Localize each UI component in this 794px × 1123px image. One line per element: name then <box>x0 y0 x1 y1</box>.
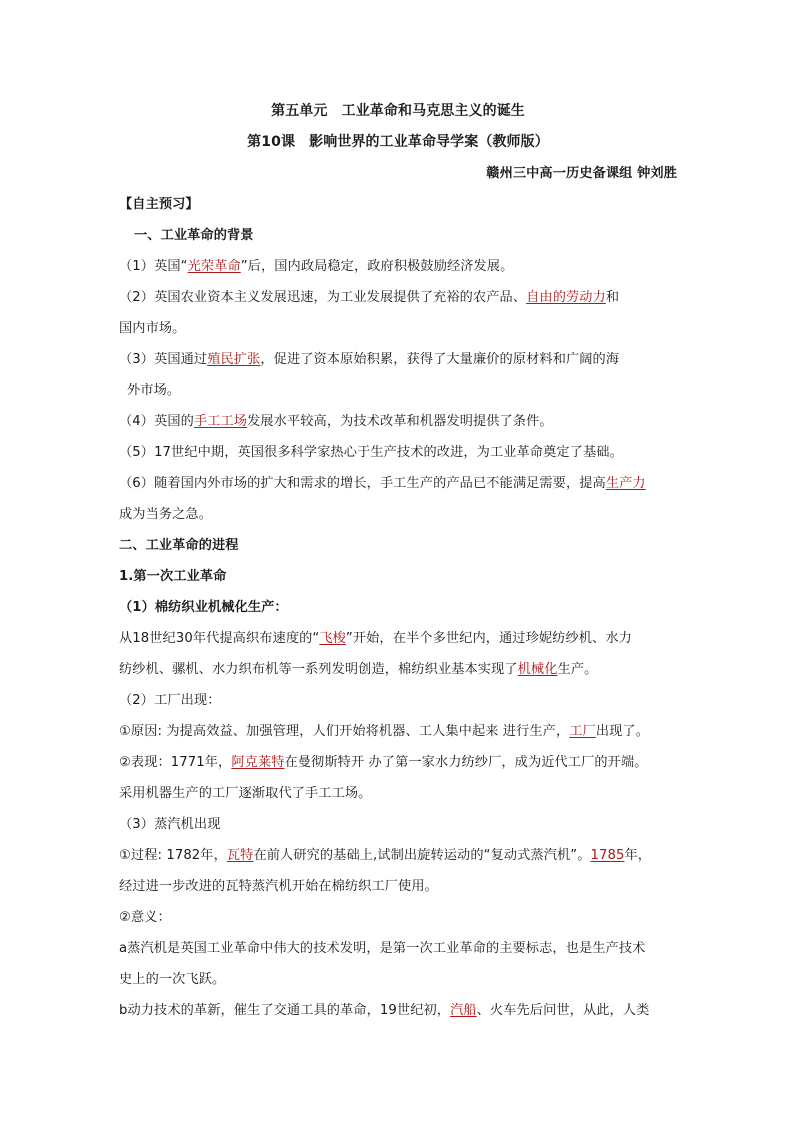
answer-fill: 生产力 <box>605 476 646 491</box>
part1-heading: 一、工业革命的背景 <box>134 228 254 243</box>
item3-sig-b: b动力技术的革新，催生了交通工具的革命，19世纪初，汽船、火车先后问世，从此，人类 <box>119 1003 650 1018</box>
part1-p6-cont: 成为当务之急。 <box>119 507 213 522</box>
answer-fill: 汽船 <box>450 1003 477 1018</box>
author-line: 赣州三中高一历史备课组 钟刘胜 <box>486 166 677 181</box>
answer-fill: 工厂 <box>569 724 596 739</box>
item2-manifest-cont: 采用机器生产的工厂逐渐取代了手工工场。 <box>119 786 372 801</box>
answer-fill: 飞梭 <box>319 631 346 646</box>
item3-process-cont: 经过进一步改进的瓦特蒸汽机开始在棉纺织工厂使用。 <box>119 879 438 894</box>
section-preview: 【自主预习】 <box>119 197 199 212</box>
item3-title: （3）蒸汽机出现 <box>119 817 221 832</box>
answer-fill: 殖民扩张 <box>207 352 261 367</box>
item3-process: ①过程: 1782年，瓦特在前人研究的基础上,试制出旋转运动的“复动式蒸汽机”。1785年， <box>119 848 652 863</box>
item3-significance: ②意义： <box>119 910 171 925</box>
part1-p5: （5）17世纪中期，英国很多科学家热心于生产技术的改进，为工业革命奠定了基础。 <box>119 445 623 460</box>
item1-title: （1）棉纺织业机械化生产： <box>119 600 288 615</box>
document-page <box>119 96 677 1026</box>
item3-sig-a: a蒸汽机是英国工业革命中伟大的技术发明，是第一次工业革命的主要标志，也是生产技术 <box>119 941 646 956</box>
item2-manifest: ②表现：1771年，阿克莱特在曼彻斯特开 办了第一家水力纺纱厂，成为近代工厂的开端。 <box>119 755 648 770</box>
item1-line2: 纺纱机、骡机、水力织布机等一系列发明创造，棉纺织业基本实现了机械化生产。 <box>119 662 598 677</box>
part2-heading: 二、工业革命的进程 <box>119 538 239 553</box>
part1-p1: （1）英国“光荣革命”后，国内政局稳定，政府积极鼓励经济发展。 <box>119 259 514 274</box>
answer-fill: 阿克莱特 <box>231 755 285 770</box>
part2-sub1: 1.第一次工业革命 <box>119 569 227 584</box>
item2-reason: ①原因: 为提高效益、加强管理，人们开始将机器、工人集中起来 进行生产，工厂出现了。 <box>119 724 649 739</box>
part1-p2-cont: 国内市场。 <box>119 321 186 336</box>
item2-title: （2）工厂出现： <box>119 693 221 708</box>
item3-sig-a-cont: 史上的一次飞跃。 <box>119 972 226 987</box>
answer-fill: 光荣革命 <box>187 259 241 274</box>
item1-line1: 从18世纪30年代提高织布速度的“飞梭”开始，在半个多世纪内，通过珍妮纺纱机、水力 <box>119 631 632 646</box>
lesson-title: 第10课 影响世界的工业革命导学案（教师版） <box>247 134 549 150</box>
answer-fill: 瓦特 <box>226 848 254 863</box>
answer-fill: 自由的劳动力 <box>526 290 606 305</box>
part1-p3-cont: 外市场。 <box>127 383 181 398</box>
unit-title: 第五单元 工业革命和马克思主义的诞生 <box>271 103 525 119</box>
answer-fill: 1785 <box>590 848 625 863</box>
part1-p3: （3）英国通过殖民扩张，促进了资本原始积累，获得了大量廉价的原材料和广阔的海 <box>119 352 620 367</box>
answer-fill: 机械化 <box>517 662 558 677</box>
part1-p6: （6）随着国内外市场的扩大和需求的增长，手工生产的产品已不能满足需要，提高生产力 <box>119 476 646 491</box>
part1-p2: （2）英国农业资本主义发展迅速，为工业发展提供了充裕的农产品、自由的劳动力和 <box>119 290 620 305</box>
answer-fill: 手工工场 <box>193 414 248 429</box>
part1-p4: （4）英国的手工工场发展水平较高，为技术改革和机器发明提供了条件。 <box>119 414 553 429</box>
